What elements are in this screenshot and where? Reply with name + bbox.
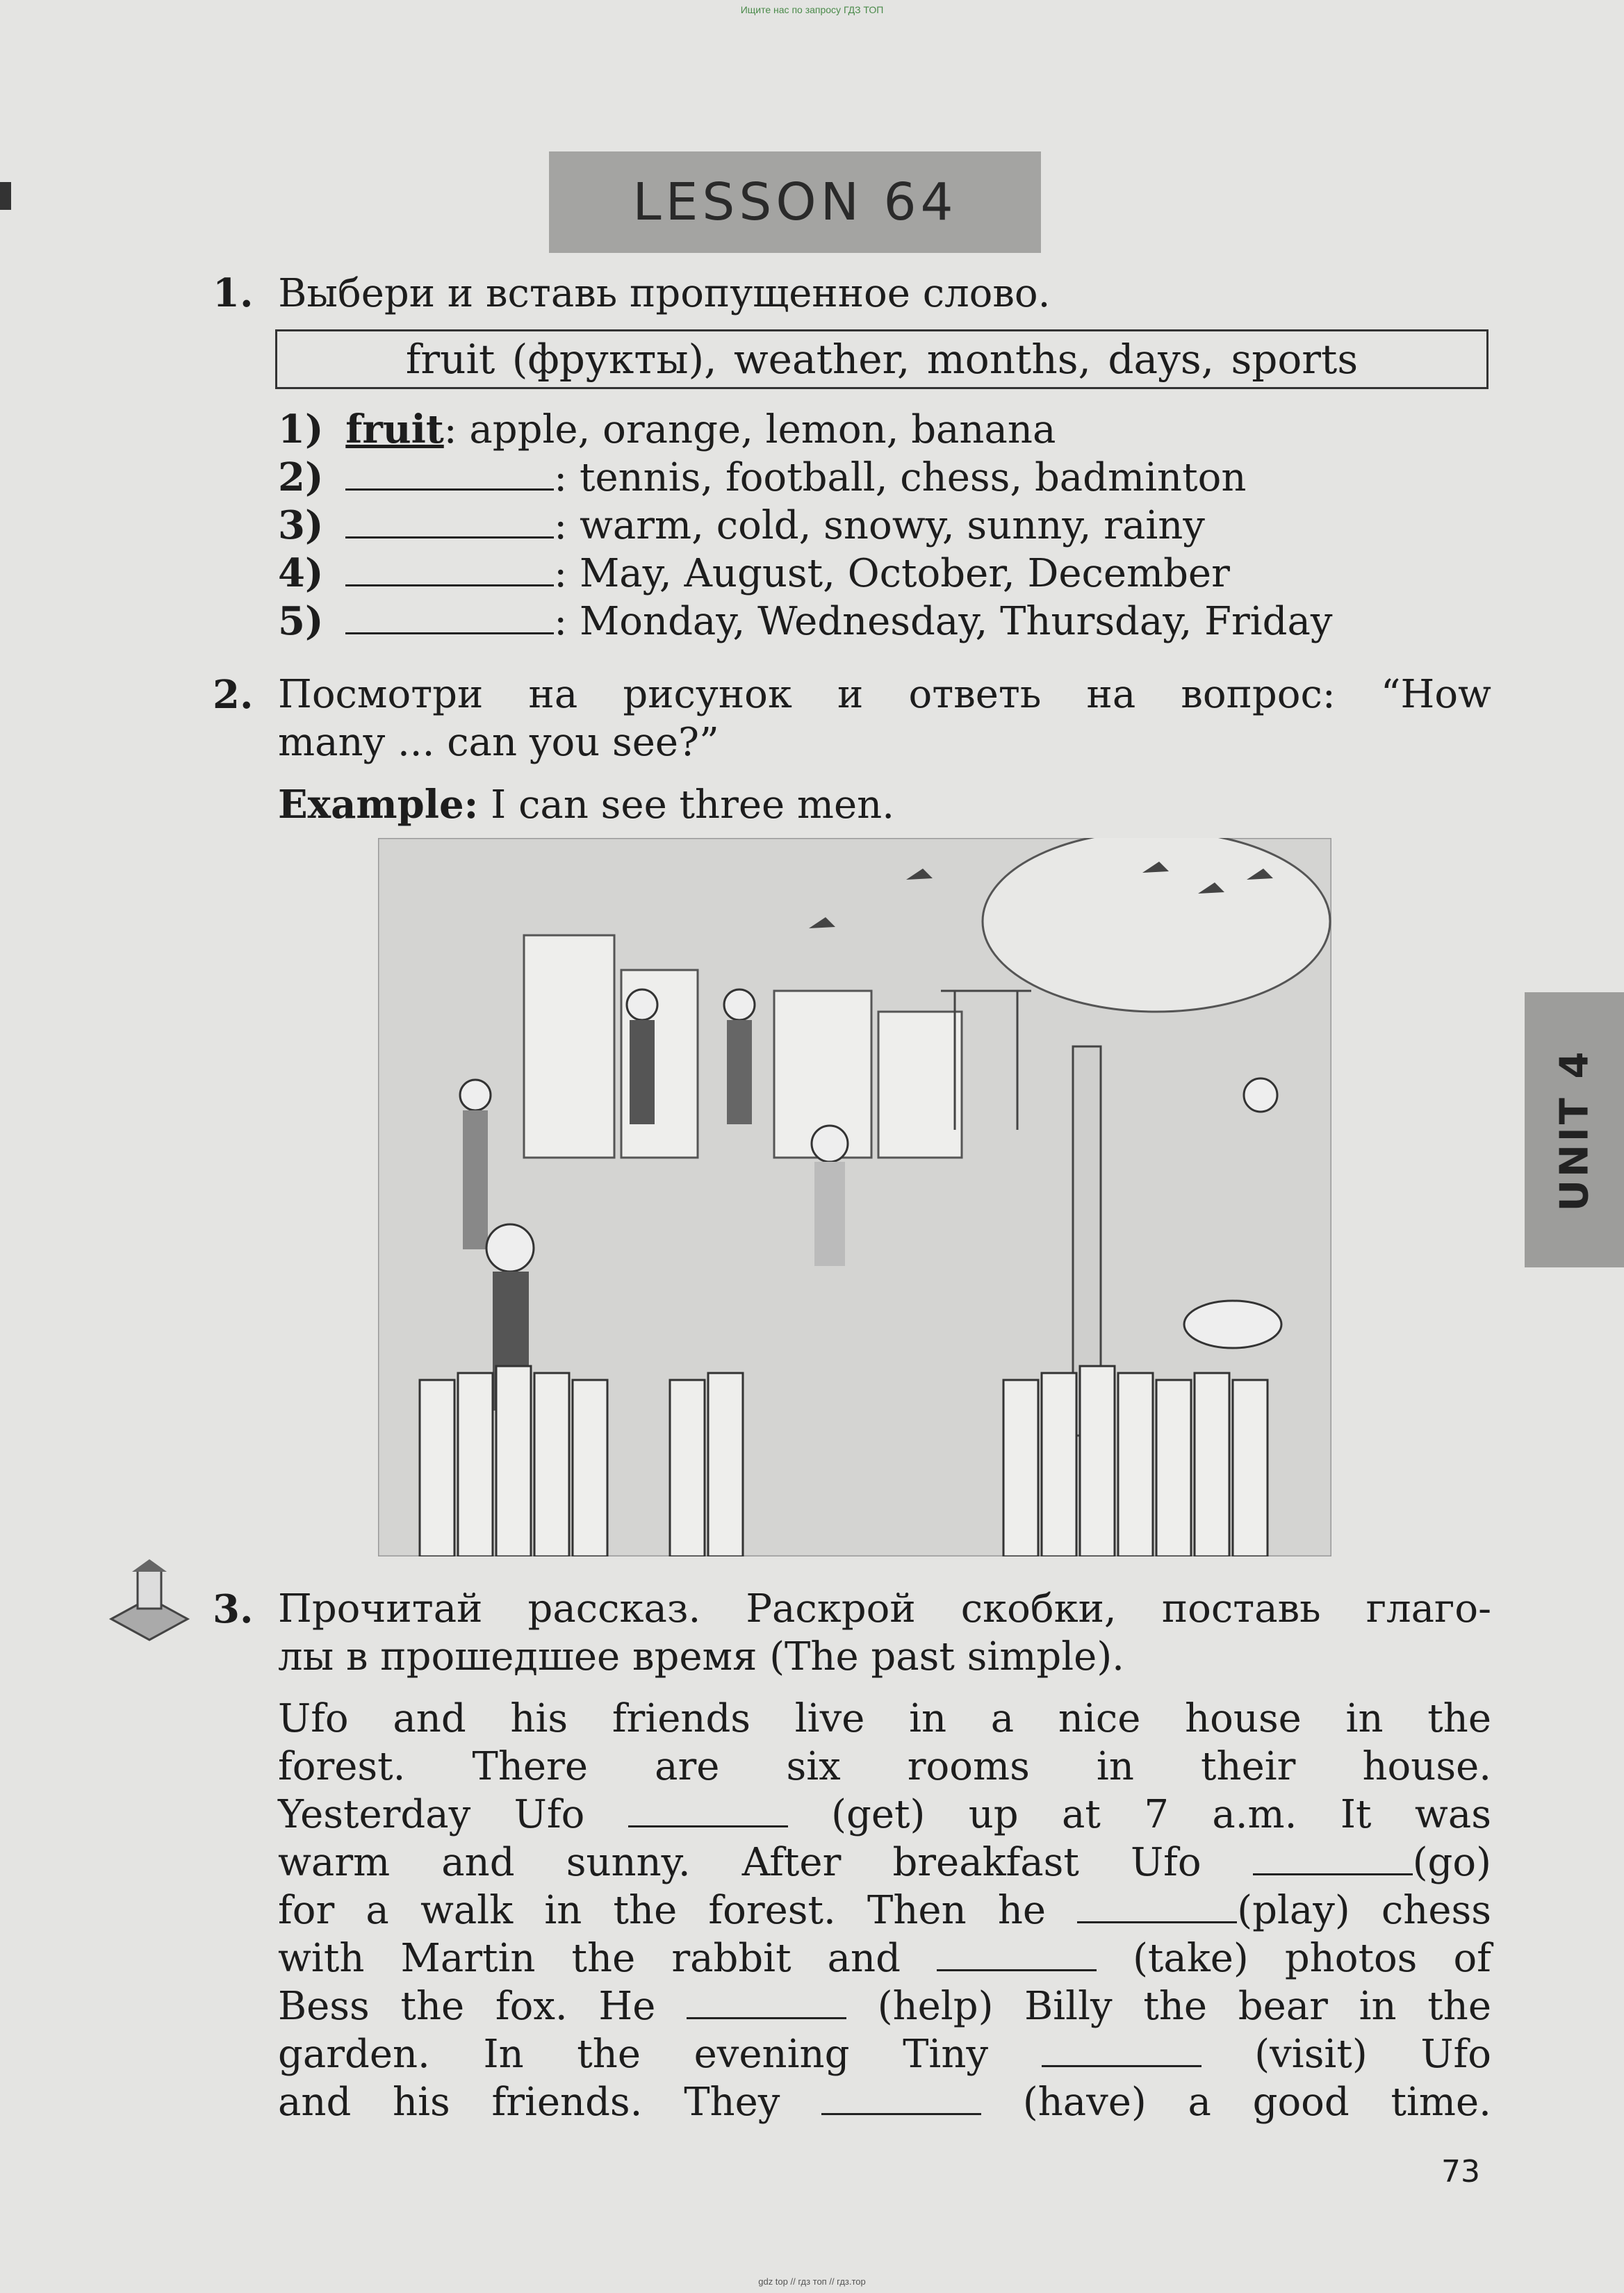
- story-word: the: [1143, 1984, 1208, 2029]
- story-word: in: [1359, 1984, 1397, 2029]
- story-word: with: [278, 1936, 365, 1981]
- story-word: his: [510, 1696, 568, 1741]
- story-word: for: [278, 1888, 335, 1933]
- answer-blank[interactable]: [345, 457, 554, 491]
- ex2-example: [278, 781, 894, 829]
- answer-blank[interactable]: [345, 504, 554, 539]
- story-word: and: [393, 1696, 466, 1741]
- story-line: [278, 1791, 1491, 1839]
- ex3-number: [213, 1586, 253, 1634]
- story-word: Ufo: [1420, 2032, 1491, 2077]
- story-word: (have): [1022, 2080, 1147, 2125]
- story-word: Ufo: [278, 1696, 349, 1741]
- story-word: fox.: [495, 1984, 568, 2029]
- story-word: Bess: [278, 1984, 370, 2029]
- story-word: rabbit: [671, 1936, 792, 1981]
- verb-blank-group: [1253, 1840, 1491, 1885]
- verb-blank-group: [687, 1984, 846, 2029]
- page-number: 73: [1441, 2154, 1480, 2189]
- story-word: photos: [1284, 1936, 1418, 1981]
- story-word: the: [400, 1984, 465, 2029]
- story-word: friends: [612, 1696, 751, 1741]
- story-word: a: [990, 1696, 1015, 1741]
- story-word: up: [968, 1792, 1019, 1837]
- story-line: [278, 1695, 1491, 1743]
- verb-blank-group: [1042, 2032, 1201, 2077]
- story-word: 7 a.m.: [1144, 1792, 1297, 1837]
- item-text: : tennis, football, chess, badminton: [554, 455, 1247, 500]
- story-line: [278, 1839, 1491, 1887]
- story-word: sunny.: [566, 1840, 691, 1885]
- story-word: the: [1427, 1696, 1491, 1741]
- ex2-line-1: Посмотри на рисунок и ответь на вопрос: “How: [278, 672, 1491, 717]
- story-word: Ufo: [514, 1792, 585, 1837]
- story-word: Ufo: [1130, 1840, 1201, 1885]
- answer-blank[interactable]: [345, 600, 554, 634]
- unit-tab-label: UNIT 4: [1552, 1049, 1597, 1211]
- verb-answer-blank[interactable]: [821, 2081, 981, 2115]
- story-line: [278, 2079, 1491, 2126]
- story-word: bear: [1238, 1984, 1328, 2029]
- story-word: (help): [877, 1984, 994, 2029]
- story-word: In: [483, 2032, 524, 2077]
- ex2-line-2: many ... can you see?”: [278, 720, 719, 765]
- ex1-item-2: [278, 454, 1246, 502]
- story-line: [278, 2031, 1491, 2078]
- item-text: : apple, orange, lemon, banana: [443, 407, 1056, 452]
- story-word: and: [827, 1936, 901, 1981]
- unit-tab: [1525, 992, 1624, 1267]
- building-icon: [878, 1012, 962, 1158]
- story-word: in: [1345, 1696, 1384, 1741]
- item-number: 5): [278, 598, 324, 644]
- story-word: and: [441, 1840, 515, 1885]
- story-word: forest.: [708, 1888, 836, 1933]
- ex1-item-5: [278, 598, 1333, 646]
- ex3-line-2: лы в прошедшее время (The past simple).: [278, 1634, 1124, 1679]
- story-word: of: [1453, 1936, 1491, 1981]
- item-text: : Monday, Wednesday, Thursday, Friday: [554, 599, 1333, 644]
- story-word: good: [1252, 2080, 1350, 2125]
- story-word: Tiny: [903, 2032, 989, 2077]
- ex1-item-1: [278, 406, 1056, 454]
- story-word: He: [598, 1984, 656, 2029]
- story-word: his: [393, 2080, 450, 2125]
- building-icon: [524, 935, 614, 1158]
- story-word: the: [571, 1936, 636, 1981]
- story-word: After: [741, 1840, 842, 1885]
- lesson-title: LESSON 64: [632, 172, 958, 232]
- story-word: was: [1414, 1792, 1491, 1837]
- story-word: in: [1096, 1744, 1134, 1789]
- story-word: There: [472, 1744, 588, 1789]
- story-word: rooms: [907, 1744, 1030, 1789]
- margin-mark: [0, 182, 11, 210]
- ex1-instruction: Выбери и вставь пропущенное слово.: [278, 271, 1051, 316]
- verb-answer-blank[interactable]: [1077, 1889, 1237, 1923]
- lamp-icon: [104, 1556, 195, 1647]
- ex3-line-1: Прочитай рассказ. Раскрой скобки, поставь глаго-: [278, 1586, 1491, 1632]
- example-text: I can see three men.: [478, 782, 895, 828]
- ex1-number: 1.: [213, 270, 254, 316]
- ex1-heading: [213, 270, 1050, 318]
- answer-blank[interactable]: [345, 552, 554, 586]
- story-word: (visit): [1254, 2032, 1368, 2077]
- story-line: [278, 1743, 1491, 1791]
- ex1-item-3: [278, 502, 1205, 550]
- item-number: 3): [278, 502, 324, 548]
- story-word: (play): [1237, 1888, 1350, 1933]
- park-illustration: [378, 838, 1331, 1556]
- verb-blank-group: [937, 1936, 1097, 1981]
- story-word: he: [997, 1888, 1047, 1933]
- verb-blank-group: [1077, 1888, 1350, 1933]
- footer-note: gdz top // гдз топ // гдз.тор: [758, 2276, 866, 2287]
- story-word: live: [794, 1696, 865, 1741]
- word-bank: [275, 329, 1488, 389]
- story-word: evening: [694, 2032, 850, 2077]
- lesson-header: [549, 151, 1041, 253]
- story-word: friends.: [491, 2080, 643, 2125]
- verb-answer-blank[interactable]: [687, 1985, 846, 2019]
- story-word: a: [1188, 2080, 1211, 2125]
- story-word: breakfast: [892, 1840, 1079, 1885]
- story-word: (go): [1412, 1840, 1491, 1885]
- story-word: a: [366, 1888, 389, 1933]
- item-number: 1): [278, 406, 324, 452]
- verb-blank-group: [821, 2080, 981, 2125]
- story-word: Yesterday: [278, 1792, 471, 1837]
- item-text: : warm, cold, snowy, sunny, rainy: [554, 503, 1205, 548]
- story-line: [278, 1983, 1491, 2030]
- story-word: nice: [1058, 1696, 1141, 1741]
- story-word: house.: [1362, 1744, 1492, 1789]
- verb-blank-group: [628, 1792, 788, 1837]
- story-word: garden.: [278, 2032, 430, 2077]
- story-word: walk: [420, 1888, 514, 1933]
- story-word: the: [577, 2032, 641, 2077]
- header-note: Ищите нас по запросу ГДЗ ТОП: [740, 4, 884, 15]
- story-word: warm: [278, 1840, 391, 1885]
- story-word: their: [1201, 1744, 1296, 1789]
- verb-answer-blank[interactable]: [1253, 1841, 1413, 1875]
- story-word: (get): [831, 1792, 926, 1837]
- story-line: [278, 1935, 1491, 1982]
- story-word: in: [909, 1696, 947, 1741]
- story-word: the: [613, 1888, 678, 1933]
- item-text: : May, August, October, December: [554, 551, 1230, 596]
- story-word: six: [786, 1744, 841, 1789]
- story-line: [278, 1887, 1491, 1934]
- story-word: forest.: [278, 1744, 406, 1789]
- word-bank-text: fruit (фрукты), weather, months, days, sports: [405, 336, 1359, 383]
- story-word: at: [1062, 1792, 1101, 1837]
- story-word: chess: [1381, 1888, 1491, 1933]
- item-number: 4): [278, 550, 324, 596]
- verb-answer-blank[interactable]: [628, 1793, 788, 1827]
- example-label: Example:: [278, 782, 479, 828]
- story-word: are: [655, 1744, 720, 1789]
- story-word: the: [1427, 1984, 1491, 2029]
- story-word: It: [1340, 1792, 1372, 1837]
- story-word: Then: [867, 1888, 967, 1933]
- story-word: in: [544, 1888, 582, 1933]
- story-word: They: [684, 2080, 780, 2125]
- ex2-number-label: 2.: [213, 672, 254, 718]
- ex1-item-4: [278, 550, 1230, 598]
- ex3-number-label: 3.: [213, 1586, 254, 1632]
- ex2-number: [213, 671, 253, 719]
- story-word: house: [1185, 1696, 1302, 1741]
- verb-answer-blank[interactable]: [937, 1937, 1097, 1971]
- answer-field: fruit: [345, 406, 444, 452]
- story-word: and: [278, 2080, 352, 2125]
- story-word: Martin: [400, 1936, 536, 1981]
- story-word: Billy: [1024, 1984, 1113, 2029]
- item-number: 2): [278, 454, 324, 500]
- verb-answer-blank[interactable]: [1042, 2033, 1201, 2067]
- story-word: time.: [1391, 2080, 1491, 2125]
- story-word: (take): [1133, 1936, 1249, 1981]
